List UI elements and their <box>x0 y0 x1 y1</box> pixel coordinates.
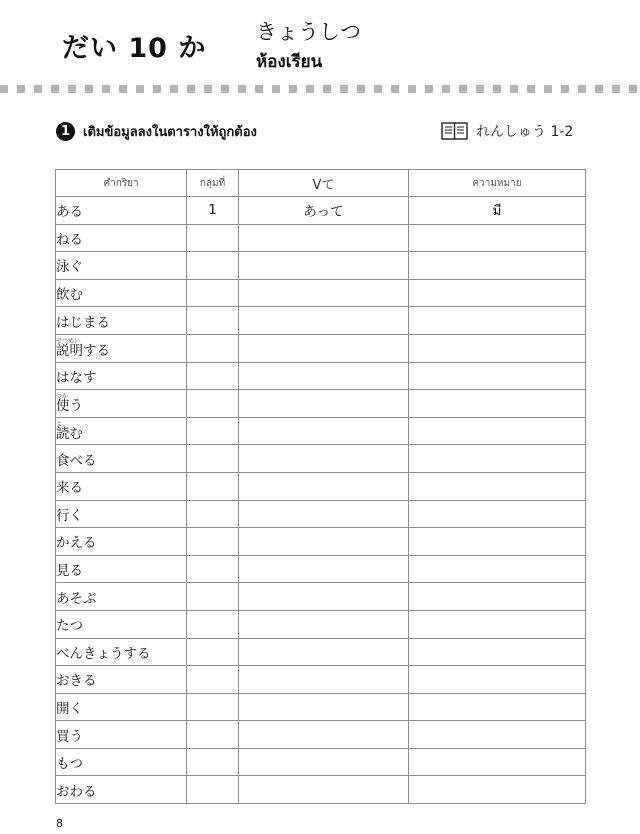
te-form-cell[interactable] <box>239 417 409 445</box>
verb-cell: かえる <box>56 528 187 556</box>
group-cell[interactable] <box>187 555 239 583</box>
verb-cell: あそぶ <box>56 583 187 611</box>
meaning-cell[interactable] <box>409 362 586 390</box>
group-cell[interactable] <box>187 666 239 694</box>
group-cell[interactable] <box>187 417 239 445</box>
instruction-text: เติมข้อมูลลงในตารางให้ถูกต้อง <box>83 124 257 140</box>
verb-cell: おわる <box>56 776 187 804</box>
practice-reference-text: れんしゅう 1-2 <box>476 124 574 140</box>
meaning-cell[interactable] <box>409 417 586 445</box>
table-row <box>56 390 586 418</box>
table-row <box>56 307 586 335</box>
verb-cell: 飲む <box>56 279 187 307</box>
table-row <box>56 528 586 556</box>
table-row <box>56 748 586 776</box>
table-row <box>56 472 586 500</box>
table-row <box>56 500 586 528</box>
group-cell[interactable] <box>187 445 239 473</box>
verb-cell: 来る <box>56 472 187 500</box>
group-cell[interactable] <box>187 252 239 280</box>
table-row <box>56 693 586 721</box>
column-header-group: กลุ่มที่ <box>187 170 239 197</box>
verb-cell: 行く <box>56 500 187 528</box>
furigana: つか <box>56 392 69 400</box>
meaning-cell[interactable] <box>409 748 586 776</box>
verb-cell: たつ <box>56 610 187 638</box>
te-form-cell[interactable]: あって <box>239 197 409 225</box>
group-cell[interactable] <box>187 638 239 666</box>
te-form-cell[interactable] <box>239 307 409 335</box>
dashed-divider <box>0 85 640 93</box>
table-header-row <box>56 170 586 197</box>
meaning-cell[interactable]: มี <box>409 197 586 225</box>
table-row <box>56 666 586 694</box>
verb-table <box>55 169 586 804</box>
verb-cell: 開く <box>56 693 187 721</box>
lesson-title: だい 10 か <box>62 33 207 64</box>
meaning-cell[interactable] <box>409 500 586 528</box>
verb-text: 説明する <box>56 342 110 359</box>
table-row <box>56 417 586 445</box>
verb-cell <box>56 417 187 445</box>
meaning-cell[interactable] <box>409 472 586 500</box>
te-form-cell[interactable] <box>239 555 409 583</box>
group-cell[interactable] <box>187 528 239 556</box>
table-row <box>56 583 586 611</box>
column-header-verb: คำกริยา <box>56 170 187 197</box>
te-form-cell[interactable] <box>239 666 409 694</box>
furigana: せつめい <box>56 337 81 345</box>
table-row <box>56 362 586 390</box>
table-row <box>56 224 586 252</box>
te-form-cell[interactable] <box>239 610 409 638</box>
table-row <box>56 610 586 638</box>
topic-title-japanese: きょうしつ <box>256 20 361 44</box>
group-cell[interactable] <box>187 472 239 500</box>
verb-text: 使う <box>56 397 83 414</box>
meaning-cell[interactable] <box>409 445 586 473</box>
furigana: よ <box>56 420 63 428</box>
topic-title-thai: ห้องเรียน <box>256 52 323 72</box>
verb-cell: ねる <box>56 224 187 252</box>
meaning-cell[interactable] <box>409 224 586 252</box>
exercise-number-badge: 1 <box>56 122 75 141</box>
verb-cell: もつ <box>56 748 187 776</box>
table-row <box>56 638 586 666</box>
practice-reference <box>441 120 573 142</box>
page-number: 8 <box>56 817 63 830</box>
te-form-cell[interactable] <box>239 224 409 252</box>
te-form-cell[interactable] <box>239 390 409 418</box>
te-form-cell[interactable] <box>239 583 409 611</box>
table-row <box>56 197 586 225</box>
te-form-cell[interactable] <box>239 748 409 776</box>
meaning-cell[interactable] <box>409 279 586 307</box>
meaning-cell[interactable] <box>409 638 586 666</box>
te-form-cell[interactable] <box>239 776 409 804</box>
verb-cell: べんきょうする <box>56 638 187 666</box>
group-cell[interactable] <box>187 279 239 307</box>
te-form-cell[interactable] <box>239 693 409 721</box>
group-cell[interactable] <box>187 776 239 804</box>
table-row <box>56 445 586 473</box>
table-row <box>56 555 586 583</box>
group-cell[interactable] <box>187 610 239 638</box>
verb-cell <box>56 334 187 362</box>
te-form-cell[interactable] <box>239 500 409 528</box>
group-cell[interactable] <box>187 500 239 528</box>
te-form-cell[interactable] <box>239 528 409 556</box>
meaning-cell[interactable] <box>409 693 586 721</box>
group-cell[interactable] <box>187 224 239 252</box>
verb-with-furigana <box>56 339 186 358</box>
meaning-cell[interactable] <box>409 610 586 638</box>
te-form-cell[interactable] <box>239 638 409 666</box>
verb-cell: 見る <box>56 555 187 583</box>
group-cell[interactable] <box>187 721 239 749</box>
verb-with-furigana <box>56 422 186 441</box>
verb-table-body <box>56 197 586 804</box>
column-header-te-form: Vて <box>239 170 409 197</box>
verb-text: 読む <box>56 425 83 442</box>
table-row <box>56 334 586 362</box>
meaning-cell[interactable] <box>409 776 586 804</box>
group-cell[interactable] <box>187 693 239 721</box>
te-form-cell[interactable] <box>239 252 409 280</box>
te-form-cell[interactable] <box>239 721 409 749</box>
table-row <box>56 776 586 804</box>
group-cell[interactable] <box>187 362 239 390</box>
te-form-cell[interactable] <box>239 334 409 362</box>
meaning-cell[interactable] <box>409 252 586 280</box>
verb-with-furigana <box>56 394 186 413</box>
meaning-cell[interactable] <box>409 583 586 611</box>
group-cell[interactable] <box>187 748 239 776</box>
group-cell[interactable] <box>187 583 239 611</box>
verb-cell: 泳ぐ <box>56 252 187 280</box>
meaning-cell[interactable] <box>409 307 586 335</box>
table-row <box>56 721 586 749</box>
meaning-cell[interactable] <box>409 666 586 694</box>
meaning-cell[interactable] <box>409 721 586 749</box>
te-form-cell[interactable] <box>239 279 409 307</box>
verb-cell: おきる <box>56 666 187 694</box>
group-cell[interactable]: 1 <box>187 197 239 225</box>
verb-cell: 買う <box>56 721 187 749</box>
group-cell[interactable] <box>187 307 239 335</box>
meaning-cell[interactable] <box>409 528 586 556</box>
group-cell[interactable] <box>187 334 239 362</box>
te-form-cell[interactable] <box>239 362 409 390</box>
meaning-cell[interactable] <box>409 334 586 362</box>
verb-cell <box>56 390 187 418</box>
column-header-meaning: ความหมาย <box>409 170 586 197</box>
te-form-cell[interactable] <box>239 445 409 473</box>
meaning-cell[interactable] <box>409 555 586 583</box>
table-row <box>56 279 586 307</box>
exercise-instruction <box>56 120 257 142</box>
verb-cell: はじまる <box>56 307 187 335</box>
te-form-cell[interactable] <box>239 472 409 500</box>
book-icon <box>441 122 468 140</box>
group-cell[interactable] <box>187 390 239 418</box>
verb-cell: はなす <box>56 362 187 390</box>
verb-cell: 食べる <box>56 445 187 473</box>
verb-cell: ある <box>56 197 187 225</box>
meaning-cell[interactable] <box>409 390 586 418</box>
table-row <box>56 252 586 280</box>
